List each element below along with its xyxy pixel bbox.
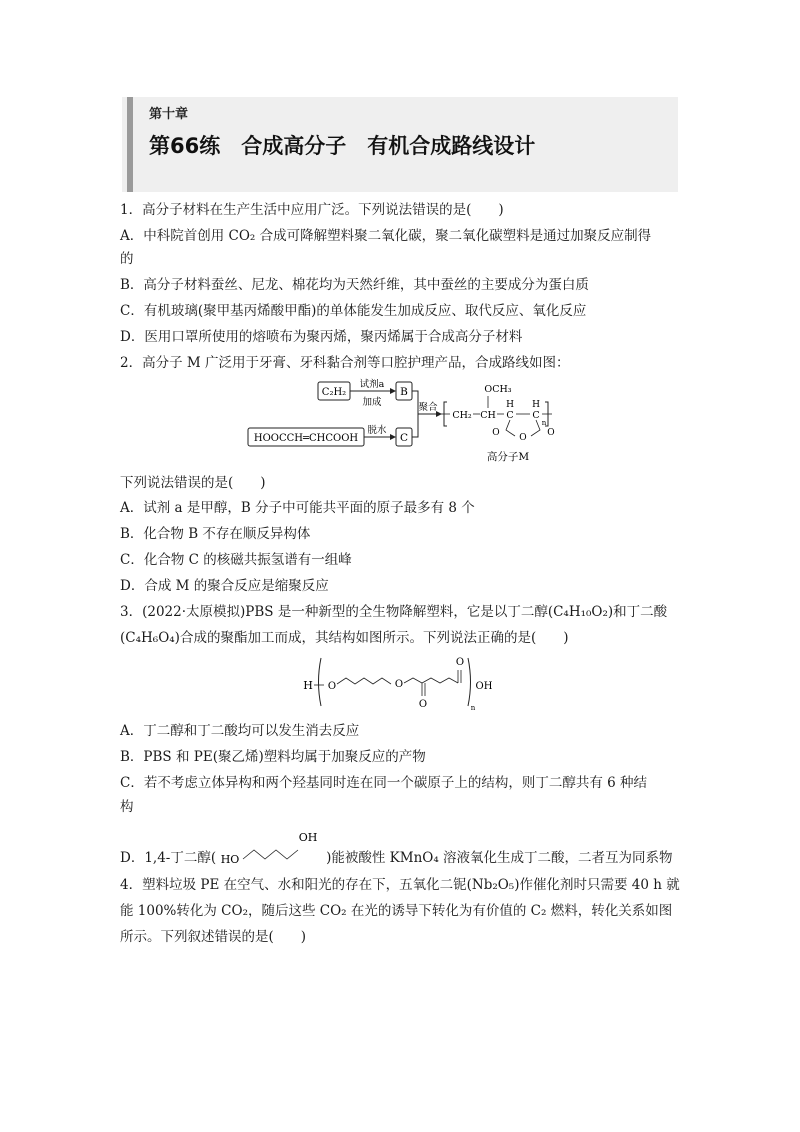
header-accent-bar — [127, 97, 133, 192]
q1-option-b: B．高分子材料蚕丝、尼龙、棉花均为天然纤维，其中蚕丝的主要成分为蛋白质 — [120, 277, 589, 293]
m-h2: H — [532, 400, 540, 410]
q4-stem-line1: 4．塑料垃圾 PE 在空气、水和阳光的存在下，五氧化二铌(Nb₂O₅)作催化剂时只需要 40 h 就 — [120, 877, 680, 893]
polymerize-label: 聚合 — [418, 402, 438, 413]
pbs-h: H — [303, 679, 313, 692]
m-caption: 高分子M — [486, 451, 530, 463]
q3-option-b: B．PBS 和 PE(聚乙烯)塑料均属于加聚反应的产物 — [120, 749, 426, 765]
m-ring-right — [531, 420, 540, 436]
dehydration-label: 脱水 — [367, 425, 387, 436]
page-title: 第66练 合成高分子 有机合成路线设计 — [149, 134, 536, 158]
b-label: B — [400, 386, 408, 398]
m-o-left: O — [492, 428, 500, 438]
c2h2-label: C₂H₂ — [321, 387, 347, 398]
q2-question: 下列说法错误的是( ) — [120, 475, 266, 491]
m-ring-left — [506, 420, 515, 436]
q2-option-b: B．化合物 B 不存在顺反异构体 — [120, 526, 311, 542]
m-c1: C — [506, 410, 514, 421]
m-h1: H — [506, 400, 514, 410]
butanediol-oh: OH — [298, 831, 318, 844]
q2-option-d: D．合成 M 的聚合反应是缩聚反应 — [120, 578, 329, 594]
join-bracket — [412, 391, 418, 437]
q3-option-c-cont: 构 — [120, 799, 134, 815]
q4-stem-line2: 能 100%转化为 CO₂，随后这些 CO₂ 在光的诱导下转化为有价值的 C₂ 燃料，转化关系如图 — [120, 903, 673, 919]
pbs-chain1 — [337, 678, 391, 684]
q3-option-c: C．若不考虑立体异构和两个羟基同时连在同一个碳原子上的结构，则丁二醇共有 6 种结 — [120, 775, 647, 791]
c-label: C — [399, 432, 409, 444]
pbs-chain2 — [404, 678, 458, 683]
arrow-a-head — [390, 388, 396, 394]
pbs-oh: OH — [475, 681, 493, 692]
m-o-right: O — [547, 428, 555, 438]
q1-option-d: D．医用口罩所使用的熔喷布为聚丙烯，聚丙烯属于合成高分子材料 — [120, 329, 523, 345]
addition-label: 加成 — [362, 397, 382, 408]
q1-option-a: A．中科院首创用 CO₂ 合成可降解塑料聚二氧化碳，聚二氧化碳塑料是通过加聚反应制得 — [120, 228, 652, 244]
q2-stem: 2．高分子 M 广泛用于牙膏、牙科黏合剂等口腔护理产品，合成路线如图： — [120, 355, 570, 371]
q1-option-a-cont: 的 — [120, 251, 134, 267]
pbs-n: n — [470, 704, 476, 712]
q3-option-d-prefix: D．1,4-丁二醇( — [120, 850, 217, 866]
pbs-left-paren — [319, 658, 322, 706]
pbs-o-bottom: O — [418, 699, 428, 710]
m-c2: C — [532, 410, 540, 421]
q2-option-a: A．试剂 a 是甲醇，B 分子中可能共平面的原子最多有 8 个 — [120, 500, 475, 516]
pbs-right-paren — [468, 658, 471, 706]
chapter-label: 第十章 — [149, 107, 189, 122]
q3-option-d — [120, 831, 673, 868]
arrow-dehydrate-head — [390, 434, 396, 440]
butanediol-structure — [216, 828, 326, 868]
pbs-o1: O — [327, 681, 337, 692]
m-o-ring: O — [519, 433, 527, 443]
butanediol-ho: HO — [220, 853, 240, 866]
q3-option-d-suffix: )能被酸性 KMnO₄ 溶液氧化生成丁二酸，二者互为同系物 — [326, 850, 673, 866]
q3-stem-cont: (C₄H₆O₄)合成的聚酯加工而成，其结构如图所示。下列说法正确的是( ) — [120, 630, 569, 646]
q2-option-c: C．化合物 C 的核磁共振氢谱有一组峰 — [120, 552, 352, 568]
q3-stem: 3．(2022·太原模拟)PBS 是一种新型的全生物降解塑料，它是以丁二醇(C₄H₁₀O₂)和丁二酸 — [120, 604, 668, 620]
q1-stem: 1．高分子材料在生产生活中应用广泛。下列说法错误的是( ) — [120, 202, 504, 218]
m-n: n — [541, 419, 547, 427]
q3-pbs-structure — [300, 650, 500, 712]
q4-stem-line3: 所示。下列叙述错误的是( ) — [120, 929, 307, 945]
m-ch: CH — [480, 410, 496, 421]
hoocch-label: HOOCCH═CHCOOH — [253, 433, 359, 444]
m-ch2: CH₂ — [452, 410, 472, 421]
m-och3: OCH₃ — [484, 384, 512, 395]
q2-synthesis-scheme — [240, 378, 570, 466]
pbs-o2: O — [394, 679, 404, 690]
q3-option-a: A．丁二醇和丁二酸均可以发生消去反应 — [120, 723, 360, 739]
butanediol-chain — [243, 850, 298, 859]
pbs-o-top: O — [455, 657, 465, 668]
reagent-a-label: 试剂a — [359, 379, 385, 390]
q1-option-c: C．有机玻璃(聚甲基丙烯酸甲酯)的单体能发生加成反应、取代反应、氧化反应 — [120, 303, 587, 319]
